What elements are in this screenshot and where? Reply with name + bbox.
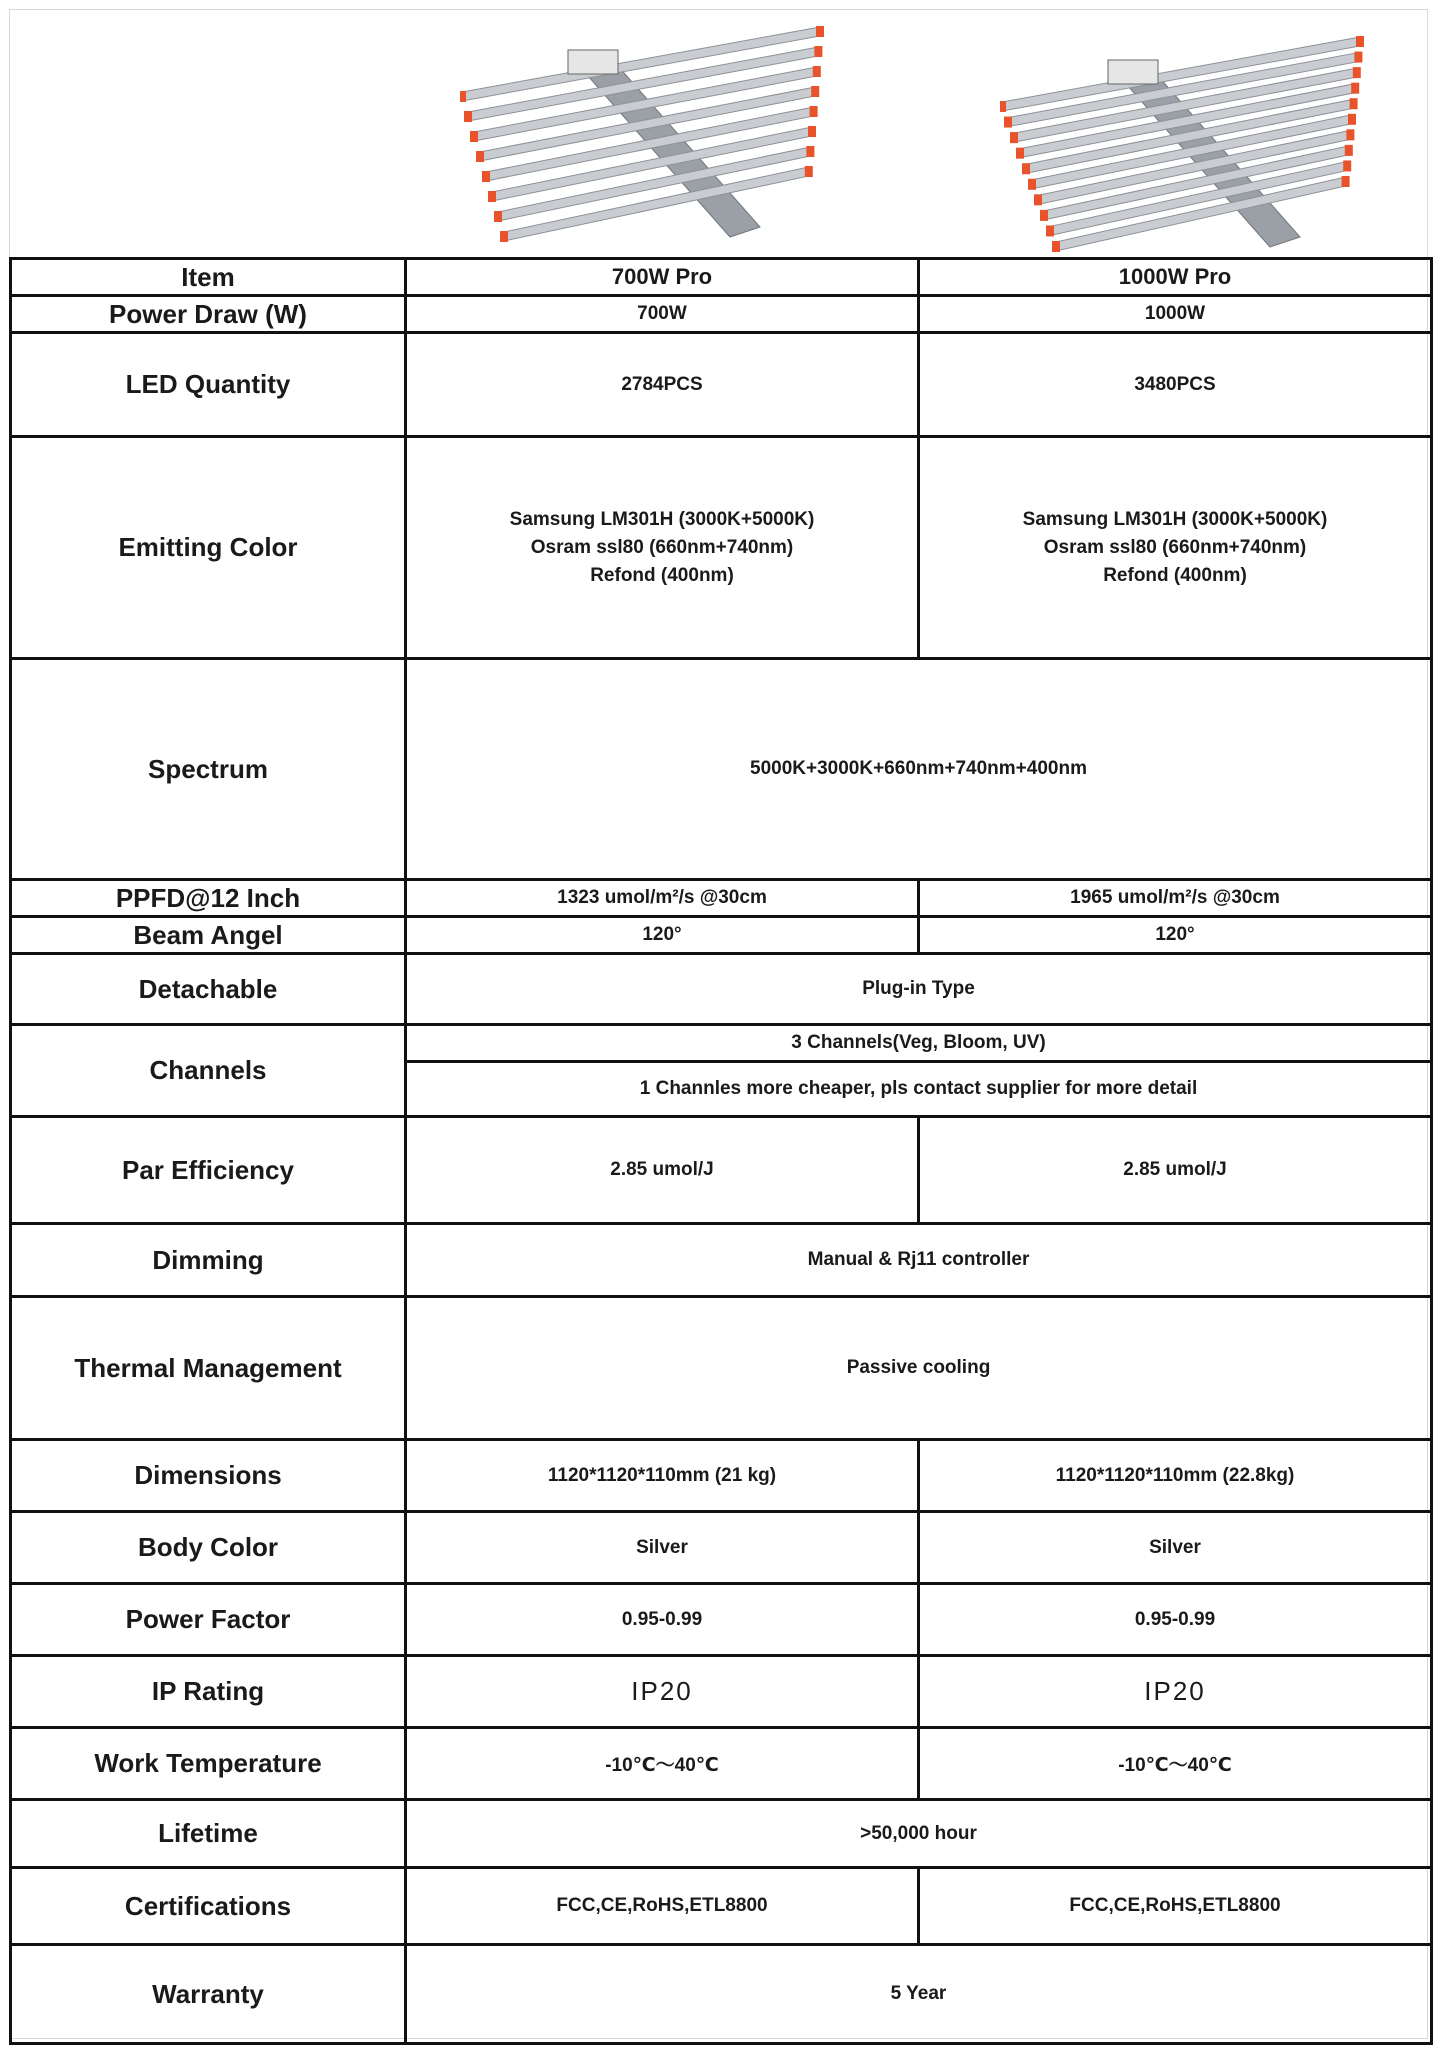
bar-end-cap (1046, 225, 1054, 236)
row-label: Spectrum (11, 659, 406, 880)
cell-lifetime: >50,000 hour (406, 1800, 1432, 1868)
table-row-detachable (11, 954, 1432, 1025)
product-image-1000w (1000, 22, 1410, 262)
bar-end-cap (1022, 163, 1030, 174)
cell-1000w: 1000W (919, 296, 1432, 333)
product-images (10, 10, 1428, 257)
bar-end-cap (806, 146, 814, 157)
grow-light-700w-icon (460, 12, 870, 252)
row-label: Par Efficiency (11, 1117, 406, 1224)
emitting-line: Osram ssl80 (660nm+740nm) (530, 536, 794, 558)
cell-700w: 700W (406, 296, 919, 333)
emitting-line: Osram ssl80 (660nm+740nm) (1043, 536, 1307, 558)
cell-1000w: -10℃～40℃ (919, 1728, 1432, 1800)
table-row-header (11, 259, 1432, 296)
cell-spectrum: 5000K+3000K+660nm+740nm+400nm (406, 659, 1432, 880)
bar-end-cap (814, 46, 822, 57)
cell-1000w: IP20 (919, 1656, 1432, 1728)
emitting-line: Samsung LM301H (3000K+5000K) (509, 508, 815, 530)
row-label: LED Quantity (11, 333, 406, 437)
table-row-lifetime (11, 1800, 1432, 1868)
bar-end-cap (1351, 83, 1359, 94)
bar-end-cap (1345, 145, 1353, 156)
row-label: Thermal Management (11, 1297, 406, 1440)
row-label: Work Temperature (11, 1728, 406, 1800)
table-row-thermal (11, 1297, 1432, 1440)
row-label: Channels (11, 1025, 406, 1117)
bar-end-cap (476, 151, 484, 162)
emitting-line: Samsung LM301H (3000K+5000K) (1022, 508, 1328, 530)
cell-1000w: Silver (919, 1512, 1432, 1584)
bar-end-cap (1028, 179, 1036, 190)
cell-700w: 120° (406, 917, 919, 954)
bar-end-cap (810, 106, 818, 117)
cell-1000w: 120° (919, 917, 1432, 954)
cell-700w: -10℃～40℃ (406, 1728, 919, 1800)
cell-700w: 0.95-0.99 (406, 1584, 919, 1656)
cell-1000w (919, 437, 1432, 659)
cell-dimming: Manual & Rj11 controller (406, 1224, 1432, 1297)
bar-end-cap (1343, 160, 1351, 171)
header-col-700w: 700W Pro (406, 259, 919, 296)
driver-box (1108, 60, 1158, 84)
bar-end-cap (1000, 101, 1006, 112)
table-row-ip-rating (11, 1656, 1432, 1728)
driver-box (568, 50, 618, 74)
bar-end-cap (460, 91, 466, 102)
table-row-dimming (11, 1224, 1432, 1297)
bar-end-cap (1353, 67, 1361, 78)
row-label: PPFD@12 Inch (11, 880, 406, 917)
header-item-label: Item (11, 259, 406, 296)
bar-end-cap (808, 126, 816, 137)
spec-table (9, 257, 1433, 2045)
cell-1000w: 1965 umol/m²/s @30cm (919, 880, 1432, 917)
cell-1000w: 0.95-0.99 (919, 1584, 1432, 1656)
bar-end-cap (464, 111, 472, 122)
bar-end-cap (1010, 132, 1018, 143)
bar-end-cap (1350, 98, 1358, 109)
row-label: Dimming (11, 1224, 406, 1297)
table-row-certifications (11, 1868, 1432, 1945)
bar-end-cap (805, 166, 813, 177)
bar-end-cap (1034, 194, 1042, 205)
table-row-channels (11, 1025, 1432, 1062)
cell-700w: 2.85 umol/J (406, 1117, 919, 1224)
row-label: Emitting Color (11, 437, 406, 659)
bar-end-cap (1346, 129, 1354, 140)
cell-1000w: FCC,CE,RoHS,ETL8800 (919, 1868, 1432, 1945)
cell-700w (406, 437, 919, 659)
header-col-1000w: 1000W Pro (919, 259, 1432, 296)
table-row-emitting-color (11, 437, 1432, 659)
bar-end-cap (1356, 36, 1364, 47)
row-label: Beam Angel (11, 917, 406, 954)
bar-end-cap (488, 191, 496, 202)
table-row-beam-angle (11, 917, 1432, 954)
cell-700w: IP20 (406, 1656, 919, 1728)
table-row-body-color (11, 1512, 1432, 1584)
bar-end-cap (816, 26, 824, 37)
cell-1000w: 1120*1120*110mm (22.8kg) (919, 1440, 1432, 1512)
cell-1000w: 2.85 umol/J (919, 1117, 1432, 1224)
bar-end-cap (494, 211, 502, 222)
table-row-warranty (11, 1945, 1432, 2044)
table-row-ppfd (11, 880, 1432, 917)
bar-end-cap (1348, 114, 1356, 125)
bar-end-cap (1052, 241, 1060, 252)
bar-end-cap (482, 171, 490, 182)
cell-channels-2: 1 Channles more cheaper, pls contact supplier for more detail (406, 1062, 1432, 1117)
bar-end-cap (813, 66, 821, 77)
row-label: Detachable (11, 954, 406, 1025)
cell-channels-1: 3 Channels(Veg, Bloom, UV) (406, 1025, 1432, 1062)
bar-end-cap (811, 86, 819, 97)
cell-700w: 2784PCS (406, 333, 919, 437)
row-label: IP Rating (11, 1656, 406, 1728)
bar-end-cap (1342, 176, 1350, 187)
bar-end-cap (1016, 148, 1024, 159)
emitting-line: Refond (400nm) (590, 564, 734, 586)
row-label: Body Color (11, 1512, 406, 1584)
table-row-work-temperature (11, 1728, 1432, 1800)
bar-end-cap (1004, 117, 1012, 128)
cell-thermal: Passive cooling (406, 1297, 1432, 1440)
cell-700w: 1323 umol/m²/s @30cm (406, 880, 919, 917)
table-row-power-factor (11, 1584, 1432, 1656)
grow-light-1000w-icon (1000, 22, 1410, 262)
cell-700w: 1120*1120*110mm (21 kg) (406, 1440, 919, 1512)
cell-detachable: Plug-in Type (406, 954, 1432, 1025)
row-label: Warranty (11, 1945, 406, 2044)
cell-700w: Silver (406, 1512, 919, 1584)
table-row-spectrum (11, 659, 1432, 880)
cell-700w: FCC,CE,RoHS,ETL8800 (406, 1868, 919, 1945)
table-row-power-draw (11, 296, 1432, 333)
bar-end-cap (470, 131, 478, 142)
table-row-led-quantity (11, 333, 1432, 437)
bar-end-cap (500, 231, 508, 242)
row-label: Dimensions (11, 1440, 406, 1512)
product-image-700w (460, 12, 870, 252)
table-row-dimensions (11, 1440, 1432, 1512)
bar-end-cap (1354, 52, 1362, 63)
row-label: Power Factor (11, 1584, 406, 1656)
row-label: Lifetime (11, 1800, 406, 1868)
cell-1000w: 3480PCS (919, 333, 1432, 437)
row-label: Certifications (11, 1868, 406, 1945)
row-label: Power Draw (W) (11, 296, 406, 333)
emitting-line: Refond (400nm) (1103, 564, 1247, 586)
bar-end-cap (1040, 210, 1048, 221)
cell-warranty: 5 Year (406, 1945, 1432, 2044)
table-row-par-efficiency (11, 1117, 1432, 1224)
